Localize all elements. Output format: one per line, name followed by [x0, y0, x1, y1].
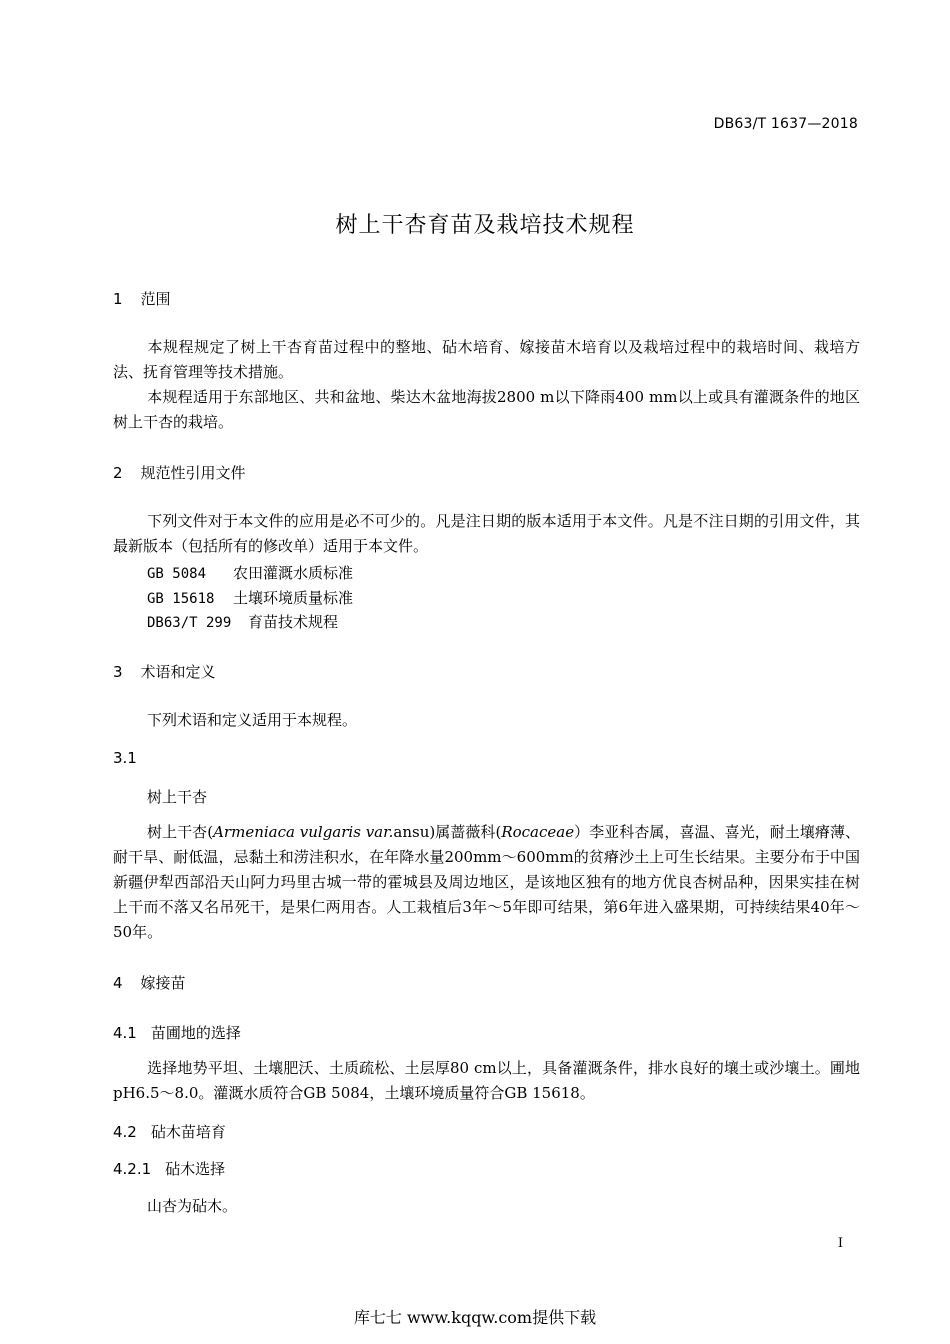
reference-item — [147, 587, 353, 608]
term-name: 树上干杏 — [147, 788, 208, 806]
paragraph-text: 选择地势平坦、土壤肥沃、土质疏松、土层厚80 cm以上，具备灌溉条件，排水良好的壤土或沙壤土。圃地pH6.5～8.0。灌溉水质符合GB 5084，土壤环境质量符合GB 15618。 — [113, 1059, 860, 1102]
reference-name: 土壤环境质量标准 — [233, 589, 354, 607]
section-title: 规范性引用文件 — [140, 464, 246, 482]
section-title: 范围 — [140, 290, 171, 308]
reference-code: DB63/T 299 — [147, 615, 232, 631]
document-code: DB63/T 1637—2018 — [713, 116, 858, 132]
reference-item — [147, 562, 353, 583]
paragraph — [113, 708, 860, 733]
definition-text: ）李亚科杏属，喜温、喜光，耐土壤瘠薄、耐干旱、耐低温，忌黏土和涝洼积水，在年降水量200mm～600mm的贫瘠沙土上可生长结果。主要分布于中国新疆伊犁西部沿天山阿力玛里古城一带的霍城县及周边地区，是该地区独有的地方优良杏树品种，因果实挂在树上干而不落又名吊死干，是果仁两用杏。人工栽植后3年～5年即可结果，第6年进入盛果期，可持续结果40年～50年。 — [113, 823, 860, 941]
definition-text: 树上干杏( — [147, 823, 214, 841]
page-number: I — [837, 1236, 843, 1251]
subsection-title: 砧木苗培育 — [150, 1123, 226, 1141]
subsection-4-2-heading — [113, 1121, 226, 1142]
latin-name: Rocaceae — [501, 823, 575, 841]
section-number: 4 — [113, 974, 123, 992]
term-definition — [113, 820, 860, 945]
section-number: 3 — [113, 663, 123, 681]
section-title: 术语和定义 — [140, 663, 216, 681]
reference-code: GB 15618 — [147, 591, 215, 607]
section-4-heading — [113, 972, 186, 993]
latin-name: Armeniaca vulgaris var. — [213, 823, 394, 841]
paragraph — [113, 1056, 860, 1106]
reference-item — [147, 611, 338, 632]
paragraph-text: 下列术语和定义适用于本规程。 — [147, 711, 358, 729]
paragraph — [113, 1194, 860, 1219]
subsection-number: 4.2 — [113, 1123, 137, 1141]
reference-code: GB 5084 — [147, 566, 207, 582]
section-title: 嫁接苗 — [140, 974, 186, 992]
subsection-number: 3.1 — [113, 749, 137, 767]
footer-watermark: 库七七 www.kqqw.com提供下载 — [353, 1308, 597, 1327]
reference-name: 育苗技术规程 — [248, 613, 339, 631]
subsection-4-1-heading — [113, 1022, 241, 1043]
subsection-4-2-1-heading — [113, 1158, 225, 1179]
section-number: 1 — [113, 290, 123, 308]
subsection-title: 苗圃地的选择 — [150, 1024, 241, 1042]
section-1-heading — [113, 288, 171, 309]
paragraph — [113, 335, 860, 385]
paragraph — [113, 509, 860, 559]
section-3-heading — [113, 661, 216, 682]
paragraph-text: 本规程规定了树上干杏育苗过程中的整地、砧木培育、嫁接苗木培育以及栽培过程中的栽培时间、栽培方法、抚育管理等技术措施。 — [113, 338, 860, 381]
subsection-number: 4.2.1 — [113, 1160, 152, 1178]
paragraph-text: 本规程适用于东部地区、共和盆地、柴达木盆地海拔2800 m以下降雨400 mm以上或具有灌溉条件的地区树上干杏的栽培。 — [113, 388, 860, 431]
paragraph — [113, 385, 860, 435]
paragraph-text: 山杏为砧木。 — [147, 1197, 238, 1215]
section-2-heading — [113, 462, 246, 483]
subsection-3-1-number — [113, 749, 137, 767]
subsection-number: 4.1 — [113, 1024, 137, 1042]
subsection-title: 砧木选择 — [165, 1160, 226, 1178]
reference-name: 农田灌溉水质标准 — [233, 564, 354, 582]
paragraph-text: 下列文件对于本文件的应用是必不可少的。凡是注日期的版本适用于本文件。凡是不注日期的引用文件，其最新版本（包括所有的修改单）适用于本文件。 — [113, 512, 860, 555]
definition-text: ansu)属蔷薇科( — [393, 823, 502, 841]
document-title: 树上干杏育苗及栽培技术规程 — [335, 213, 635, 238]
section-number: 2 — [113, 464, 123, 482]
